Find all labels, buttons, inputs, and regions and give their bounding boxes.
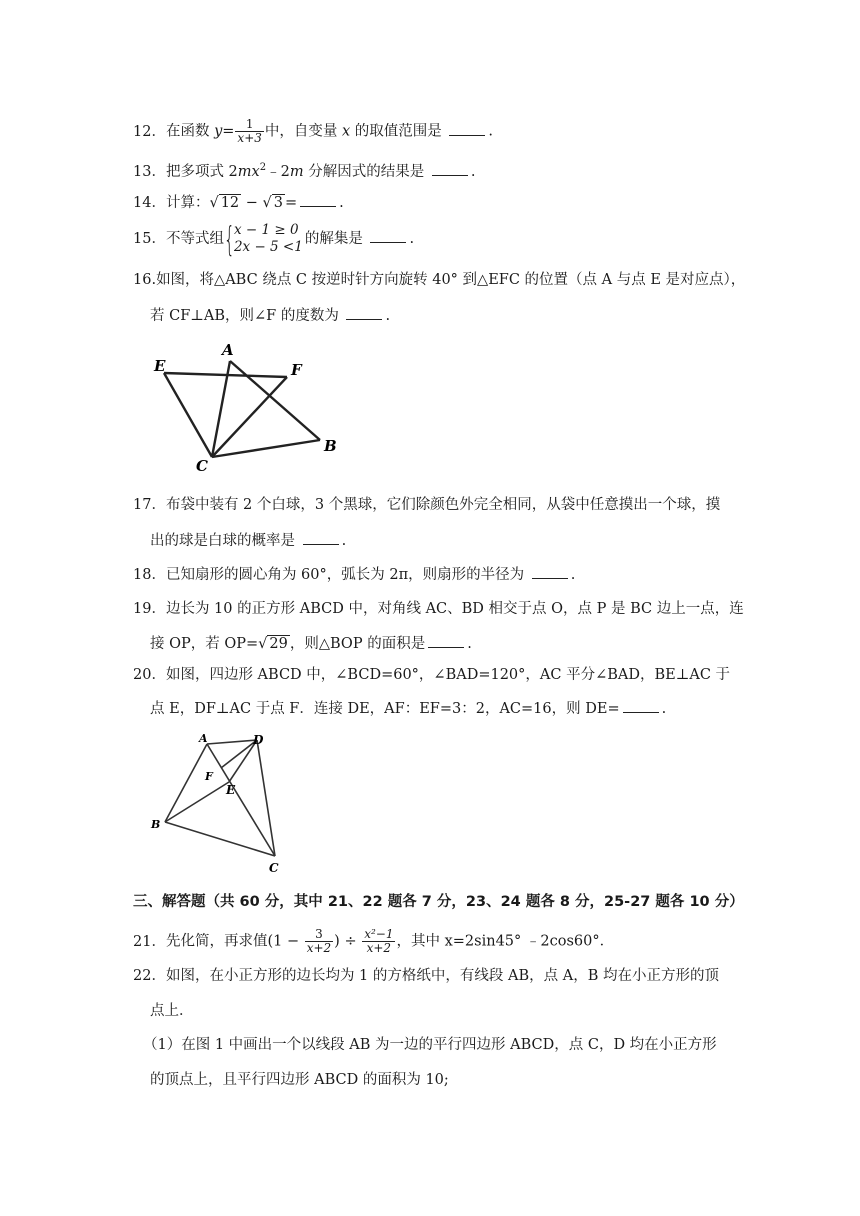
question-16-line1: 16.如图，将△ABC 绕点 C 按逆时针方向旋转 40° 到△EFC 的位置（点 A 与点 E 是对应点）， [133,272,746,288]
answer-blank [449,121,485,136]
label-B: B [324,437,337,455]
edge-EF [164,373,287,377]
question-number: 20． [133,667,166,683]
answer-blank [432,161,468,176]
question-17-line2: 出的球是白球的概率是 . [150,530,346,551]
answer-blank [300,192,336,207]
label-A: A [222,341,234,359]
fraction: $\frac{\text{x²−1}}{x+2}$ [364,927,394,955]
q16-triangle-figure [150,335,350,475]
fraction: $\frac{1}{x+3}$ [237,117,262,145]
label-E: E [226,783,236,797]
question-13: 13．把多项式 $2mx^2﹣2m$ 分解因式的结果是 . [133,162,476,180]
answer-blank [532,564,568,579]
edge-AB [230,361,320,440]
edge-EC [164,373,212,457]
question-18: 18．已知扇形的圆心角为 60°，弧长为 2π，则扇形的半径为 . [133,564,575,585]
answer-blank [428,633,464,648]
question-15: 15．不等式组 { x − 1 ≥ 0 2x − 5 <1 的解集是 . [133,220,415,260]
question-number: 12． [133,123,166,140]
label-C: C [196,457,208,475]
label-A: A [199,732,208,745]
edge-CB [212,440,320,457]
question-17-line1: 17．布袋中装有 2 个白球，3 个黑球，它们除颜色外完全相同，从袋中任意摸出一个球，摸 [133,497,721,513]
question-22-line3: （1）在图 1 中画出一个以线段 AB 为一边的平行四边形 ABCD，点 C，D 均在小正方形 [143,1037,717,1053]
question-19-line2: 接 OP，若 OP=√ 29 ，则△BOP 的面积是 . [150,633,472,654]
question-number: 18． [133,567,166,583]
q20-quadrilateral-figure [145,728,295,876]
section-heading: 三、解答题（共 60 分，其中 21、22 题各 7 分，23、24 题各 8 分，25-27 题各 10 分） [133,894,744,910]
question-number: 17． [133,497,166,513]
question-22-line1: 22．如图，在小正方形的边长均为 1 的方格纸中，有线段 AB，点 A，B 均在小正方形的顶 [133,968,719,984]
question-16-line2: 若 CF⊥AB，则∠F 的度数为 . [150,305,390,326]
answer-blank [370,228,406,243]
question-number: 14． [133,195,166,211]
inequality-system: { x − 1 ≥ 0 2x − 5 <1 [223,220,303,260]
question-21: 21．先化简，再求值(1 − $\frac{3}{x+2}$ ) ÷ $\frac{\text{x²−1}}{x+2}$ ，其中 x=2sin45° ﹣2cos60°． [133,927,615,955]
question-12: 12．在函数 y= $\frac{1}{x+3}$ 中，自变量 x 的取值范围是 . [133,117,494,145]
label-F: F [205,770,213,783]
fraction: $\frac{3}{x+2}$ [306,927,332,955]
question-number: 13． [133,163,166,180]
edge-AB [165,744,207,822]
label-E: E [154,357,166,375]
label-B: B [151,818,161,831]
question-number: 19． [133,601,166,617]
question-number: 21． [133,933,166,950]
answer-blank [346,305,382,320]
answer-blank [303,530,339,545]
diagonal-AC [207,744,275,856]
question-14: 14．计算：√ 12 − √ 3 = . [133,192,344,213]
answer-blank [623,698,659,713]
edge-DC [257,740,275,856]
segment-BE [165,782,229,822]
question-22-line4: 的顶点上，且平行四边形 ABCD 的面积为 10; [150,1072,449,1088]
segment-DF [221,740,257,768]
label-D: D [253,733,264,747]
label-C: C [269,861,279,875]
question-19-line1: 19．边长为 10 的正方形 ABCD 中，对角线 AC、BD 相交于点 O，点 P 是 BC 边上一点，连 [133,601,744,617]
question-20-line1: 20．如图，四边形 ABCD 中，∠BCD=60°，∠BAD=120°，AC 平分∠BAD，BE⊥AC 于 [133,667,731,683]
question-number: 15． [133,231,166,247]
edge-FC [212,377,287,457]
edge-BC [165,822,275,856]
question-22-line2: 点上． [150,1003,194,1019]
label-F: F [291,361,302,379]
edge-AD [207,740,257,744]
question-number: 22． [133,968,166,984]
question-number: 16. [133,272,157,288]
question-20-line2: 点 E，DF⊥AC 于点 F．连接 DE，AF：EF=3：2，AC=16，则 DE= . [150,698,666,719]
